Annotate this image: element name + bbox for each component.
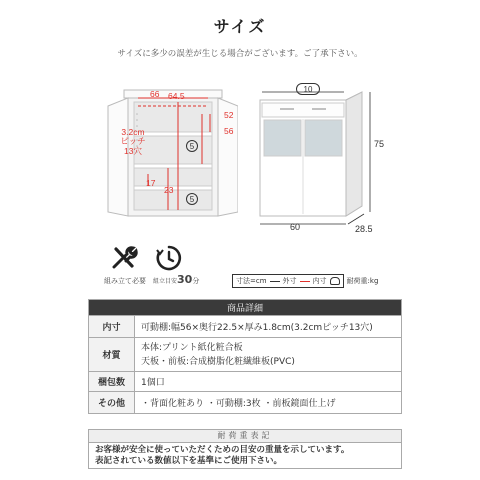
tools-icon — [110, 244, 138, 272]
pitch-label: 3.2cm ピッチ 13穴 — [120, 127, 146, 156]
height-label: 75 — [374, 139, 385, 149]
legend-outer: 外寸 — [282, 277, 297, 285]
table-row — [89, 316, 402, 338]
spec-value: 本体:プリント紙化粧合板 天板・前板:合成樹脂化粧繊維板(PVC) — [135, 338, 402, 372]
top-load-badge: 10 — [296, 83, 320, 95]
table-row — [89, 372, 402, 392]
legend-outer-line — [270, 281, 280, 282]
legend-weight: 耐荷重:kg — [346, 277, 379, 285]
spec-key: 内寸 — [89, 316, 135, 338]
shelf-load-a-badge: 5 — [186, 140, 198, 152]
legend-units: 寸法=cm — [236, 277, 267, 285]
dimension-legend — [232, 274, 378, 288]
open-right-b-label: 56 — [224, 126, 234, 136]
open-top-a-label: 66 — [150, 89, 160, 99]
assembly-caption: 組み立て必要 — [104, 277, 146, 285]
spec-key: 材質 — [89, 338, 135, 372]
assembly-time-icon-text: 組立目安 — [153, 278, 178, 285]
cabinet-closed-photo — [250, 84, 385, 234]
assembly-time — [153, 273, 199, 286]
cabinet-closed-drawing — [250, 84, 385, 234]
shelf-load-b-badge: 5 — [186, 193, 198, 205]
table-row — [89, 392, 402, 414]
open-small-b-label: 23 — [164, 185, 174, 195]
spec-key: その他 — [89, 392, 135, 414]
open-top-b-label: 64.5 — [168, 91, 185, 101]
size-notice: サイズに多少の誤差が生じる場合がございます。ご了承下さい。 — [117, 49, 363, 59]
open-right-a-label: 52 — [224, 110, 234, 120]
open-small-a-label: 17 — [146, 178, 156, 188]
legend-inner: 内寸 — [312, 277, 327, 285]
spec-value: 1個口 — [135, 372, 402, 392]
spec-table — [88, 299, 402, 414]
width-label: 60 — [290, 222, 301, 232]
spec-value: ・背面化粧あり ・可動棚:3枚 ・前板鏡面仕上げ — [135, 392, 402, 414]
load-line-2: 表記されている数値以下を基準にご使用下さい。 — [95, 456, 283, 466]
assembly-time-number: 30 — [177, 273, 193, 286]
spec-table-header: 商品詳細 — [89, 300, 402, 316]
depth-label: 28.5 — [355, 224, 373, 234]
page-title: サイズ — [213, 17, 267, 36]
load-capacity-header: 耐荷重表記 — [88, 429, 402, 443]
legend-inner-line — [300, 281, 310, 282]
spec-value: 可動棚:幅56×奥行22.5×厚み1.8cm(3.2cmピッチ13穴) — [135, 316, 402, 338]
assembly-time-unit: 分 — [192, 277, 200, 285]
legend-box — [232, 274, 344, 288]
load-capacity-text — [88, 443, 402, 469]
load-line-1: お客様が安全に使っていただくための目安の重量を示しています。 — [95, 445, 350, 455]
spec-key: 梱包数 — [89, 372, 135, 392]
legend-weight-icon — [330, 277, 340, 285]
clock-icon — [155, 244, 183, 272]
table-row — [89, 338, 402, 372]
